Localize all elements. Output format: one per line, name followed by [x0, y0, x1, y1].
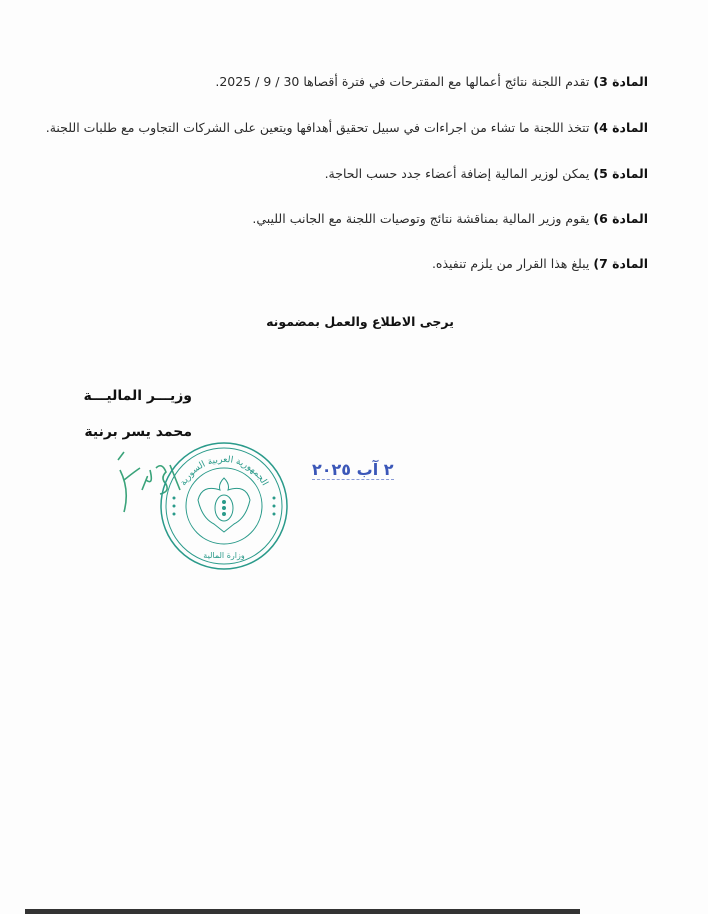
- article-text: تتخذ اللجنة ما تشاء من اجراءات في سبيل تحقيق أهدافها ويتعين على الشركات التجاوب مع طلبات اللجنة.: [45, 120, 594, 135]
- signatory-name: محمد يسر برنية: [84, 424, 192, 440]
- article-text: يقوم وزير المالية بمناقشة نتائج وتوصيات اللجنة مع الجانب الليبي.: [252, 211, 594, 226]
- article-5: [325, 166, 648, 181]
- article-7: [432, 256, 648, 271]
- article-label: المادة 4): [593, 120, 648, 135]
- svg-text:الجمهورية العربية السورية: [179, 455, 270, 488]
- article-text: يبلغ هذا القرار من يلزم تنفيذه.: [431, 256, 594, 271]
- seal-bottom-text: وزارة المالية: [203, 551, 245, 560]
- signatory-title: وزيـــر الماليـــة: [83, 388, 192, 404]
- article-6: [252, 211, 648, 226]
- ministry-seal: [158, 440, 290, 572]
- date-stamp: ٢ آب ٢٠٢٥: [312, 460, 394, 479]
- closing-line: يرجى الاطلاع والعمل بمضمونه: [266, 314, 454, 329]
- article-3: [215, 74, 648, 89]
- article-label: المادة 6): [593, 211, 648, 226]
- article-text: تقدم اللجنة نتائج أعمالها مع المقترحات في فترة أقصاها 30 / 9 / 2025.: [215, 74, 594, 89]
- seal-top-text: الجمهورية العربية السورية: [178, 454, 270, 488]
- eagle-emblem-icon: [198, 478, 250, 532]
- page-edge: [25, 909, 580, 914]
- article-4: [46, 120, 648, 135]
- article-label: المادة 5): [593, 166, 648, 181]
- article-text: يمكن لوزير المالية إضافة أعضاء جدد حسب الحاجة.: [324, 166, 594, 181]
- article-label: المادة 3): [593, 74, 648, 89]
- article-label: المادة 7): [593, 256, 648, 271]
